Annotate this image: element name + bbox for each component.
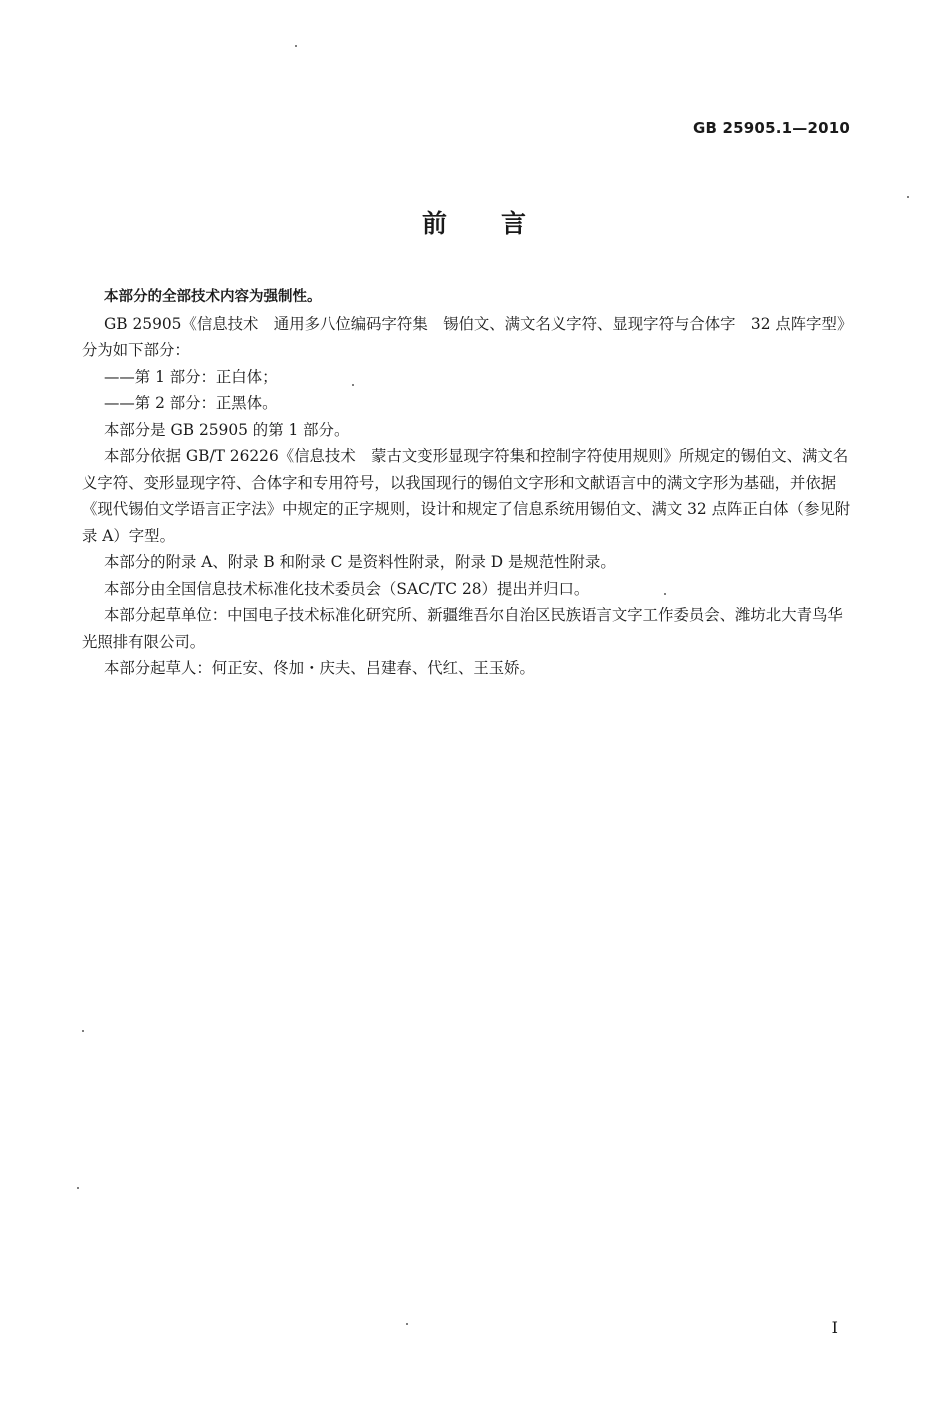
scan-speck	[406, 1323, 408, 1325]
paragraph-mandatory: 本部分的全部技术内容为强制性。	[104, 289, 322, 305]
paragraph-annexes: 本部分的附录 A、附录 B 和附录 C 是资料性附录，附录 D 是规范性附录。	[104, 553, 616, 571]
page-number: I	[831, 1318, 838, 1337]
scan-speck	[295, 45, 297, 47]
standard-code: GB 25905.1—2010	[692, 119, 850, 137]
paragraph-this-part: 本部分是 GB 25905 的第 1 部分。	[104, 420, 350, 439]
paragraph-proposer: 本部分由全国信息技术标准化技术委员会（SAC/TC 28）提出并归口。	[104, 579, 590, 598]
scan-speck	[352, 384, 354, 386]
paragraph-basis: 本部分依据 GB/T 26226《信息技术 蒙古文变形显现字符集和控制字符使用规则》所规定的锡伯文、满文名义字符、变形显现字符、合体字和专用符号，以我国现行的锡伯文字形和文献语言中的满文字形为基础，并依据《现代锡伯文学语言正字法》中规定的正字规则，设计和规定了信息系统用锡伯文、满文 32 点阵正白体（参见附录 A）字型。	[82, 447, 851, 545]
scan-speck	[907, 196, 909, 198]
paragraph-drafting-units: 本部分起草单位：中国电子技术标准化研究所、新疆维吾尔自治区民族语言文字工作委员会、潍坊北大青鸟华光照排有限公司。	[82, 606, 843, 651]
paragraph-drafters: 本部分起草人：何正安、佟加・庆夫、吕建春、代红、王玉娇。	[104, 659, 535, 677]
paragraph-parts-intro: GB 25905《信息技术 通用多八位编码字符集 锡伯文、满文名义字符、显现字符与合体字 32 点阵字型》分为如下部分：	[82, 314, 845, 359]
scan-speck	[664, 593, 666, 595]
list-item-part-2: ——第 2 部分：正黑体。	[104, 394, 278, 412]
list-item-part-1: ——第 1 部分：正白体；	[104, 367, 278, 386]
page-title	[0, 204, 950, 240]
scan-speck	[82, 1030, 84, 1032]
foreword-body	[82, 284, 852, 682]
title-char-1: 前	[421, 209, 449, 238]
title-char-2: 言	[501, 209, 529, 238]
scan-speck	[77, 1187, 79, 1189]
